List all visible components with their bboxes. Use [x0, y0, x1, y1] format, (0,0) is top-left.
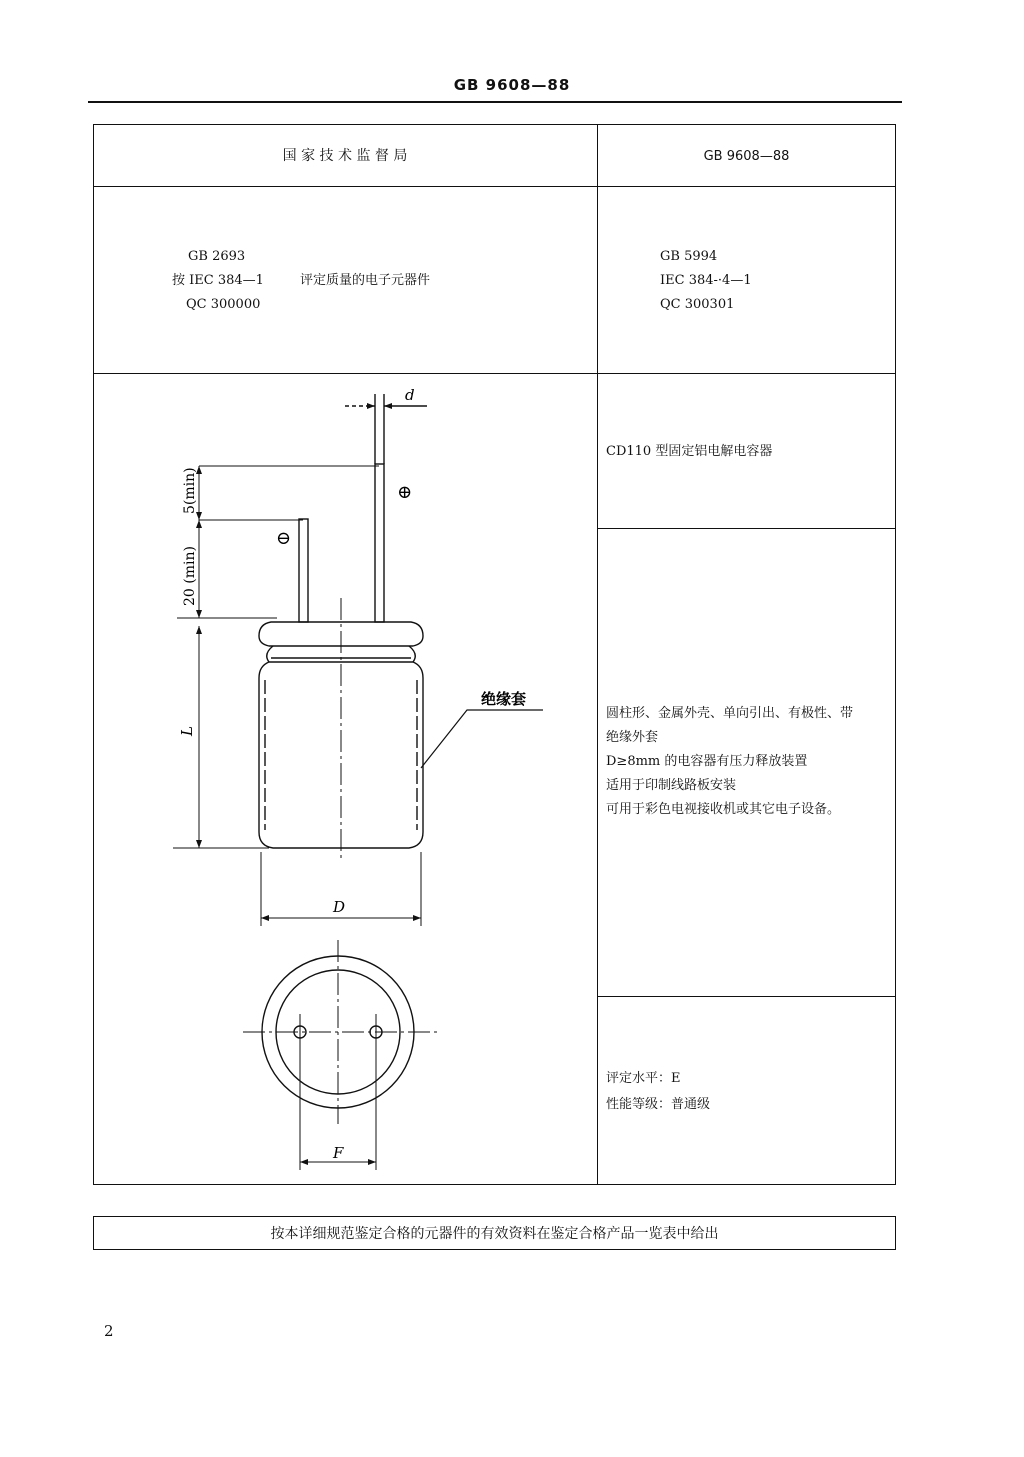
table-column-divider: [597, 124, 598, 1185]
ref-qc-300000: QC 300000: [186, 297, 261, 312]
capacitor-outline-drawing: [93, 374, 597, 1184]
description-line: D≥8mm 的电容器有压力释放装置: [606, 754, 808, 769]
lead-length-5min-label: 5(min): [182, 467, 198, 514]
positive-lead: [375, 464, 384, 622]
product-name: CD110 型固定铝电解电容器: [606, 444, 773, 459]
footer-note: 按本详细规范鉴定合格的元器件的有效资料在鉴定合格产品一览表中给出: [270, 1226, 719, 1242]
ref-qc-300301: QC 300301: [660, 297, 735, 312]
lead-diameter-label: d: [405, 386, 415, 404]
header-rule: [88, 101, 902, 103]
product-description: [606, 702, 894, 822]
page-number: 2: [104, 1322, 114, 1340]
page-header-title: GB 9608—88: [453, 76, 571, 94]
description-line: 可用于彩色电视接收机或其它电子设备。: [606, 802, 841, 817]
can-body: [259, 662, 423, 848]
body-length-label: L: [178, 726, 196, 736]
footer-note-box: [93, 1216, 896, 1250]
table-row-divider-1: [93, 186, 896, 187]
lead-length-20min-label: 20 (min): [182, 546, 198, 606]
table-row-divider-4: [597, 996, 896, 997]
evaluation-info: [606, 1066, 710, 1118]
negative-lead: [299, 519, 308, 622]
ref-quality-text: 评定质量的电子元器件: [300, 273, 431, 288]
standard-number-cell: GB 9608—88: [703, 149, 790, 164]
ref-iec-384-1: 按 IEC 384—1: [172, 273, 264, 288]
description-line: 适用于印制线路板安装: [606, 778, 737, 793]
ref-gb-5994: GB 5994: [660, 249, 718, 264]
body-diameter-label: D: [333, 898, 346, 916]
evaluation-level: 评定水平：E: [606, 1071, 681, 1086]
lead-spacing-label: F: [333, 1144, 344, 1162]
description-line: 绝缘外套: [606, 730, 659, 745]
performance-grade: 性能等级：普通级: [606, 1097, 711, 1112]
insulating-sleeve-label: 绝缘套: [481, 690, 527, 708]
ref-iec-384-4-1: IEC 384-·4—1: [660, 273, 752, 288]
positive-terminal-mark: ⊕: [397, 482, 413, 503]
issuing-authority: 国 家 技 术 监 督 局: [282, 148, 408, 164]
negative-terminal-mark: ⊖: [276, 528, 292, 549]
description-line: 圆柱形、金属外壳、单向引出、有极性、带: [606, 706, 854, 721]
ref-gb-2693: GB 2693: [188, 249, 246, 264]
table-row-divider-3: [597, 528, 896, 529]
